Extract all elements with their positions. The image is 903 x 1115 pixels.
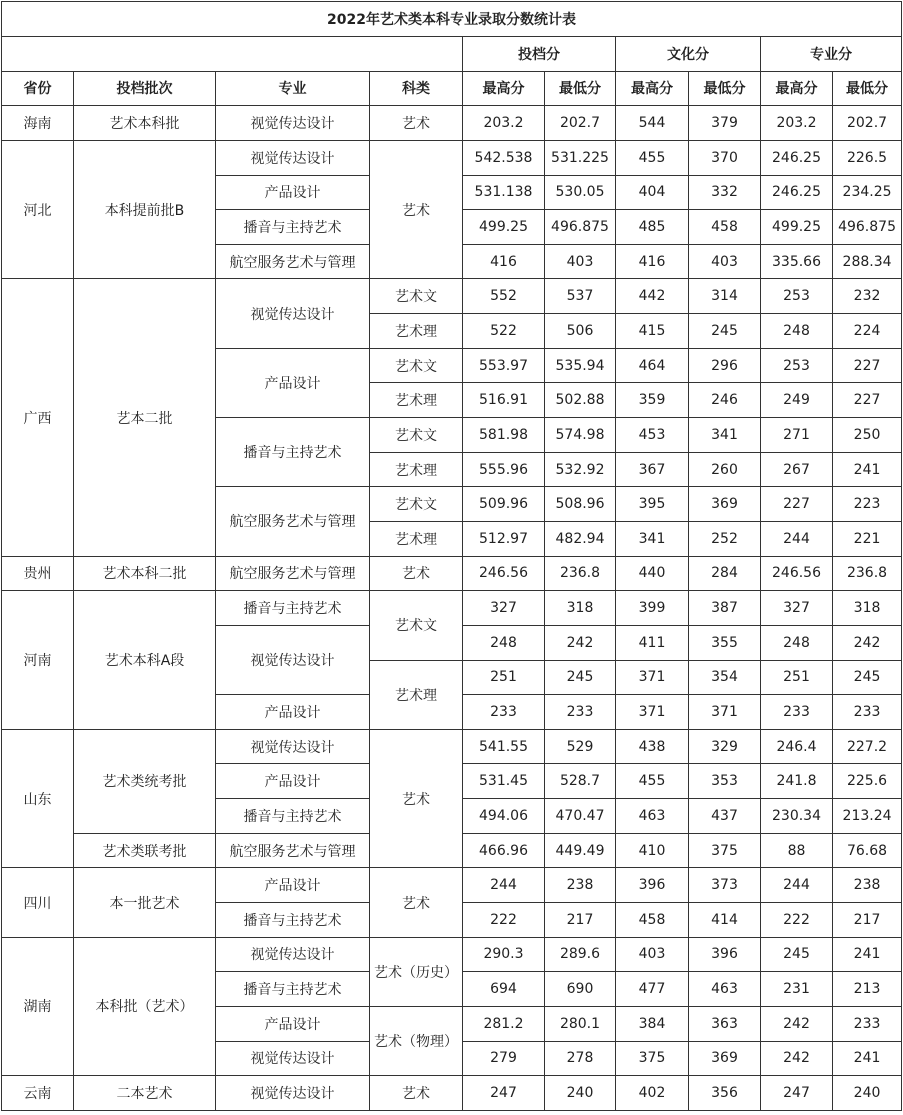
- toudang-min-cell: 496.875: [545, 210, 616, 245]
- wenhua-min-cell: 370: [689, 140, 761, 175]
- toudang-max-cell: 290.3: [463, 937, 545, 972]
- wenhua-min-cell: 387: [689, 591, 761, 626]
- wenhua-max-cell: 371: [616, 695, 689, 730]
- major-cell: 播音与主持艺术: [216, 799, 370, 834]
- wenhua-max-cell: 544: [616, 106, 689, 141]
- table-row: [2, 140, 902, 175]
- wenhua-max-cell: 463: [616, 799, 689, 834]
- toudang-max-cell: 552: [463, 279, 545, 314]
- zhuanye-max-cell: 245: [761, 937, 833, 972]
- zhuanye-min-cell: 241: [833, 937, 902, 972]
- toudang-min-cell: 482.94: [545, 521, 616, 556]
- zhuanye-max-cell: 203.2: [761, 106, 833, 141]
- major-cell: 视觉传达设计: [216, 1076, 370, 1111]
- toudang-max-cell: 581.98: [463, 418, 545, 453]
- toudang-min-cell: 574.98: [545, 418, 616, 453]
- batch-cell: 本科提前批B: [74, 140, 216, 279]
- toudang-min-cell: 690: [545, 972, 616, 1007]
- major-cell: 视觉传达设计: [216, 625, 370, 694]
- batch-cell: 艺术本科批: [74, 106, 216, 141]
- zhuanye-min-cell: 225.6: [833, 764, 902, 799]
- wenhua-min-cell: 332: [689, 175, 761, 210]
- wenhua-min-cell: 463: [689, 972, 761, 1007]
- zhuanye-min-cell: 242: [833, 625, 902, 660]
- zhuanye-max-cell: 222: [761, 903, 833, 938]
- province-cell: 山东: [2, 729, 74, 868]
- zhuanye-min-cell: 288.34: [833, 244, 902, 279]
- wenhua-max-header: 最高分: [616, 71, 689, 106]
- wenhua-max-cell: 395: [616, 487, 689, 522]
- wenhua-min-cell: 355: [689, 625, 761, 660]
- toudang-max-cell: 233: [463, 695, 545, 730]
- wenhua-min-cell: 373: [689, 868, 761, 903]
- category-cell: 艺术文: [370, 591, 463, 660]
- category-cell: 艺术理: [370, 660, 463, 729]
- toudang-min-cell: 502.88: [545, 383, 616, 418]
- major-cell: 航空服务艺术与管理: [216, 244, 370, 279]
- major-cell: 视觉传达设计: [216, 1041, 370, 1076]
- zhuanye-max-cell: 230.34: [761, 799, 833, 834]
- wenhua-max-cell: 455: [616, 140, 689, 175]
- toudang-min-cell: 217: [545, 903, 616, 938]
- toudang-max-cell: 541.55: [463, 729, 545, 764]
- table-row: [2, 279, 902, 314]
- category-cell: 艺术: [370, 1076, 463, 1111]
- zhuanye-max-cell: 253: [761, 279, 833, 314]
- toudang-max-cell: 512.97: [463, 521, 545, 556]
- wenhua-min-cell: 314: [689, 279, 761, 314]
- toudang-max-cell: 516.91: [463, 383, 545, 418]
- zhuanye-min-cell: 496.875: [833, 210, 902, 245]
- wenhua-min-cell: 379: [689, 106, 761, 141]
- toudang-max-cell: 222: [463, 903, 545, 938]
- zhuanye-max-cell: 227: [761, 487, 833, 522]
- zhuanye-max-cell: 248: [761, 625, 833, 660]
- zhuanye-min-cell: 233: [833, 695, 902, 730]
- category-cell: 艺术（物理）: [370, 1006, 463, 1075]
- wenhua-max-cell: 438: [616, 729, 689, 764]
- wenhua-max-cell: 341: [616, 521, 689, 556]
- zhuanye-max-cell: 335.66: [761, 244, 833, 279]
- wenhua-max-cell: 477: [616, 972, 689, 1007]
- province-header: 省份: [2, 71, 74, 106]
- toudang-max-cell: 542.538: [463, 140, 545, 175]
- wenhua-min-cell: 252: [689, 521, 761, 556]
- province-cell: 四川: [2, 868, 74, 937]
- toudang-min-cell: 236.8: [545, 556, 616, 591]
- category-cell: 艺术文: [370, 348, 463, 383]
- toudang-max-cell: 694: [463, 972, 545, 1007]
- major-cell: 播音与主持艺术: [216, 972, 370, 1007]
- category-cell: 艺术理: [370, 383, 463, 418]
- zhuanye-max-cell: 88: [761, 833, 833, 868]
- zhuanye-min-cell: 213.24: [833, 799, 902, 834]
- zhuanye-max-cell: 253: [761, 348, 833, 383]
- province-cell: 河南: [2, 591, 74, 730]
- category-header: 科类: [370, 71, 463, 106]
- batch-cell: 艺术本科二批: [74, 556, 216, 591]
- zhuanye-max-cell: 246.4: [761, 729, 833, 764]
- wenhua-min-cell: 363: [689, 1006, 761, 1041]
- toudang-min-cell: 238: [545, 868, 616, 903]
- wenhua-min-cell: 329: [689, 729, 761, 764]
- wenhua-max-cell: 453: [616, 418, 689, 453]
- toudang-max-cell: 248: [463, 625, 545, 660]
- wenhua-max-cell: 458: [616, 903, 689, 938]
- toudang-max-cell: 247: [463, 1076, 545, 1111]
- category-cell: 艺术（历史）: [370, 937, 463, 1006]
- zhuanye-min-cell: 240: [833, 1076, 902, 1111]
- table-title: 2022年艺术类本科专业录取分数统计表: [2, 2, 902, 37]
- wenhua-min-cell: 375: [689, 833, 761, 868]
- batch-cell: 艺术类统考批: [74, 729, 216, 833]
- wenhua-max-cell: 404: [616, 175, 689, 210]
- category-cell: 艺术: [370, 868, 463, 937]
- toudang-max-cell: 279: [463, 1041, 545, 1076]
- zhuanye-max-cell: 246.25: [761, 140, 833, 175]
- major-cell: 视觉传达设计: [216, 106, 370, 141]
- wenhua-max-cell: 411: [616, 625, 689, 660]
- zhuanye-max-cell: 233: [761, 695, 833, 730]
- group-header-row: [2, 37, 902, 72]
- batch-header: 投档批次: [74, 71, 216, 106]
- table-row: [2, 106, 902, 141]
- toudang-min-cell: 242: [545, 625, 616, 660]
- major-cell: 产品设计: [216, 348, 370, 417]
- toudang-max-cell: 509.96: [463, 487, 545, 522]
- major-cell: 播音与主持艺术: [216, 210, 370, 245]
- wenhua-max-cell: 442: [616, 279, 689, 314]
- admission-score-table: [1, 1, 902, 1111]
- wenhua-max-cell: 384: [616, 1006, 689, 1041]
- wenhua-min-cell: 403: [689, 244, 761, 279]
- wenhua-max-cell: 375: [616, 1041, 689, 1076]
- toudang-min-cell: 449.49: [545, 833, 616, 868]
- wenhua-max-cell: 359: [616, 383, 689, 418]
- category-cell: 艺术理: [370, 521, 463, 556]
- zhuanye-max-cell: 242: [761, 1006, 833, 1041]
- zhuanye-min-cell: 236.8: [833, 556, 902, 591]
- toudang-min-cell: 240: [545, 1076, 616, 1111]
- category-cell: 艺术文: [370, 487, 463, 522]
- wenhua-min-header: 最低分: [689, 71, 761, 106]
- wenhua-max-cell: 415: [616, 314, 689, 349]
- zhuanye-min-cell: 232: [833, 279, 902, 314]
- zhuanye-min-cell: 76.68: [833, 833, 902, 868]
- major-cell: 航空服务艺术与管理: [216, 487, 370, 556]
- table-row: [2, 1076, 902, 1111]
- toudang-min-cell: 529: [545, 729, 616, 764]
- zhuanye-min-header: 最低分: [833, 71, 902, 106]
- wenhua-max-cell: 464: [616, 348, 689, 383]
- toudang-min-cell: 470.47: [545, 799, 616, 834]
- major-cell: 播音与主持艺术: [216, 418, 370, 487]
- zhuanye-max-header: 最高分: [761, 71, 833, 106]
- wenhua-min-cell: 341: [689, 418, 761, 453]
- toudang-min-cell: 403: [545, 244, 616, 279]
- table-row: [2, 556, 902, 591]
- toudang-min-cell: 202.7: [545, 106, 616, 141]
- wenhua-group-header: 文化分: [616, 37, 761, 72]
- toudang-min-cell: 289.6: [545, 937, 616, 972]
- toudang-max-header: 最高分: [463, 71, 545, 106]
- wenhua-max-cell: 440: [616, 556, 689, 591]
- table-row: [2, 937, 902, 972]
- major-cell: 航空服务艺术与管理: [216, 833, 370, 868]
- wenhua-min-cell: 354: [689, 660, 761, 695]
- wenhua-min-cell: 458: [689, 210, 761, 245]
- toudang-min-cell: 535.94: [545, 348, 616, 383]
- batch-cell: 艺本二批: [74, 279, 216, 556]
- toudang-min-cell: 528.7: [545, 764, 616, 799]
- province-cell: 贵州: [2, 556, 74, 591]
- zhuanye-group-header: 专业分: [761, 37, 902, 72]
- zhuanye-min-cell: 213: [833, 972, 902, 1007]
- zhuanye-min-cell: 318: [833, 591, 902, 626]
- zhuanye-max-cell: 231: [761, 972, 833, 1007]
- wenhua-min-cell: 369: [689, 487, 761, 522]
- zhuanye-max-cell: 244: [761, 868, 833, 903]
- zhuanye-max-cell: 246.56: [761, 556, 833, 591]
- wenhua-min-cell: 353: [689, 764, 761, 799]
- toudang-max-cell: 416: [463, 244, 545, 279]
- wenhua-min-cell: 437: [689, 799, 761, 834]
- wenhua-min-cell: 414: [689, 903, 761, 938]
- wenhua-min-cell: 284: [689, 556, 761, 591]
- toudang-min-cell: 318: [545, 591, 616, 626]
- zhuanye-max-cell: 271: [761, 418, 833, 453]
- category-cell: 艺术: [370, 140, 463, 279]
- toudang-min-cell: 278: [545, 1041, 616, 1076]
- major-cell: 产品设计: [216, 868, 370, 903]
- batch-cell: 本一批艺术: [74, 868, 216, 937]
- batch-cell: 二本艺术: [74, 1076, 216, 1111]
- province-cell: 海南: [2, 106, 74, 141]
- wenhua-min-cell: 245: [689, 314, 761, 349]
- zhuanye-min-cell: 227: [833, 348, 902, 383]
- zhuanye-max-cell: 499.25: [761, 210, 833, 245]
- toudang-min-cell: 508.96: [545, 487, 616, 522]
- toudang-max-cell: 494.06: [463, 799, 545, 834]
- toudang-min-cell: 506: [545, 314, 616, 349]
- major-cell: 播音与主持艺术: [216, 903, 370, 938]
- wenhua-max-cell: 410: [616, 833, 689, 868]
- table-row: [2, 591, 902, 626]
- zhuanye-min-cell: 238: [833, 868, 902, 903]
- province-cell: 湖南: [2, 937, 74, 1076]
- wenhua-max-cell: 485: [616, 210, 689, 245]
- major-cell: 产品设计: [216, 175, 370, 210]
- zhuanye-min-cell: 227: [833, 383, 902, 418]
- toudang-max-cell: 531.45: [463, 764, 545, 799]
- toudang-min-cell: 530.05: [545, 175, 616, 210]
- batch-cell: 艺术本科A段: [74, 591, 216, 730]
- zhuanye-min-cell: 223: [833, 487, 902, 522]
- title-row: [2, 2, 902, 37]
- zhuanye-max-cell: 247: [761, 1076, 833, 1111]
- major-header: 专业: [216, 71, 370, 106]
- toudang-group-header: 投档分: [463, 37, 616, 72]
- toudang-max-cell: 466.96: [463, 833, 545, 868]
- major-cell: 播音与主持艺术: [216, 591, 370, 626]
- zhuanye-min-cell: 224: [833, 314, 902, 349]
- wenhua-max-cell: 371: [616, 660, 689, 695]
- category-cell: 艺术理: [370, 314, 463, 349]
- zhuanye-min-cell: 202.7: [833, 106, 902, 141]
- major-cell: 视觉传达设计: [216, 729, 370, 764]
- batch-cell: 本科批（艺术）: [74, 937, 216, 1076]
- wenhua-max-cell: 403: [616, 937, 689, 972]
- zhuanye-min-cell: 227.2: [833, 729, 902, 764]
- toudang-min-cell: 537: [545, 279, 616, 314]
- wenhua-max-cell: 367: [616, 452, 689, 487]
- zhuanye-min-cell: 241: [833, 452, 902, 487]
- zhuanye-max-cell: 241.8: [761, 764, 833, 799]
- toudang-max-cell: 203.2: [463, 106, 545, 141]
- toudang-max-cell: 246.56: [463, 556, 545, 591]
- batch-cell: 艺术类联考批: [74, 833, 216, 868]
- toudang-max-cell: 327: [463, 591, 545, 626]
- major-cell: 航空服务艺术与管理: [216, 556, 370, 591]
- toudang-max-cell: 281.2: [463, 1006, 545, 1041]
- wenhua-min-cell: 260: [689, 452, 761, 487]
- toudang-max-cell: 244: [463, 868, 545, 903]
- toudang-min-cell: 531.225: [545, 140, 616, 175]
- major-cell: 视觉传达设计: [216, 140, 370, 175]
- major-cell: 视觉传达设计: [216, 937, 370, 972]
- wenhua-min-cell: 371: [689, 695, 761, 730]
- toudang-max-cell: 251: [463, 660, 545, 695]
- wenhua-min-cell: 246: [689, 383, 761, 418]
- wenhua-max-cell: 396: [616, 868, 689, 903]
- blank-header-cell: [2, 37, 463, 72]
- toudang-min-cell: 245: [545, 660, 616, 695]
- zhuanye-min-cell: 250: [833, 418, 902, 453]
- zhuanye-min-cell: 217: [833, 903, 902, 938]
- zhuanye-max-cell: 248: [761, 314, 833, 349]
- zhuanye-max-cell: 244: [761, 521, 833, 556]
- wenhua-max-cell: 402: [616, 1076, 689, 1111]
- category-cell: 艺术: [370, 106, 463, 141]
- zhuanye-max-cell: 242: [761, 1041, 833, 1076]
- toudang-max-cell: 531.138: [463, 175, 545, 210]
- toudang-min-cell: 532.92: [545, 452, 616, 487]
- zhuanye-max-cell: 246.25: [761, 175, 833, 210]
- toudang-min-header: 最低分: [545, 71, 616, 106]
- toudang-min-cell: 233: [545, 695, 616, 730]
- zhuanye-min-cell: 233: [833, 1006, 902, 1041]
- column-header-row: [2, 71, 902, 106]
- category-cell: 艺术: [370, 556, 463, 591]
- zhuanye-max-cell: 249: [761, 383, 833, 418]
- major-cell: 视觉传达设计: [216, 279, 370, 348]
- zhuanye-max-cell: 267: [761, 452, 833, 487]
- province-cell: 河北: [2, 140, 74, 279]
- toudang-min-cell: 280.1: [545, 1006, 616, 1041]
- major-cell: 产品设计: [216, 764, 370, 799]
- wenhua-max-cell: 416: [616, 244, 689, 279]
- zhuanye-min-cell: 245: [833, 660, 902, 695]
- wenhua-min-cell: 356: [689, 1076, 761, 1111]
- category-cell: 艺术文: [370, 418, 463, 453]
- category-cell: 艺术: [370, 729, 463, 868]
- wenhua-min-cell: 296: [689, 348, 761, 383]
- major-cell: 产品设计: [216, 695, 370, 730]
- toudang-max-cell: 522: [463, 314, 545, 349]
- zhuanye-min-cell: 234.25: [833, 175, 902, 210]
- province-cell: 广西: [2, 279, 74, 556]
- wenhua-min-cell: 396: [689, 937, 761, 972]
- table-row: [2, 868, 902, 903]
- zhuanye-min-cell: 226.5: [833, 140, 902, 175]
- category-cell: 艺术理: [370, 452, 463, 487]
- category-cell: 艺术文: [370, 279, 463, 314]
- wenhua-min-cell: 369: [689, 1041, 761, 1076]
- zhuanye-max-cell: 251: [761, 660, 833, 695]
- zhuanye-min-cell: 241: [833, 1041, 902, 1076]
- toudang-max-cell: 555.96: [463, 452, 545, 487]
- table-row: [2, 729, 902, 764]
- table-body: [2, 106, 902, 1111]
- wenhua-max-cell: 455: [616, 764, 689, 799]
- province-cell: 云南: [2, 1076, 74, 1111]
- zhuanye-max-cell: 327: [761, 591, 833, 626]
- zhuanye-min-cell: 221: [833, 521, 902, 556]
- wenhua-max-cell: 399: [616, 591, 689, 626]
- toudang-max-cell: 553.97: [463, 348, 545, 383]
- toudang-max-cell: 499.25: [463, 210, 545, 245]
- major-cell: 产品设计: [216, 1006, 370, 1041]
